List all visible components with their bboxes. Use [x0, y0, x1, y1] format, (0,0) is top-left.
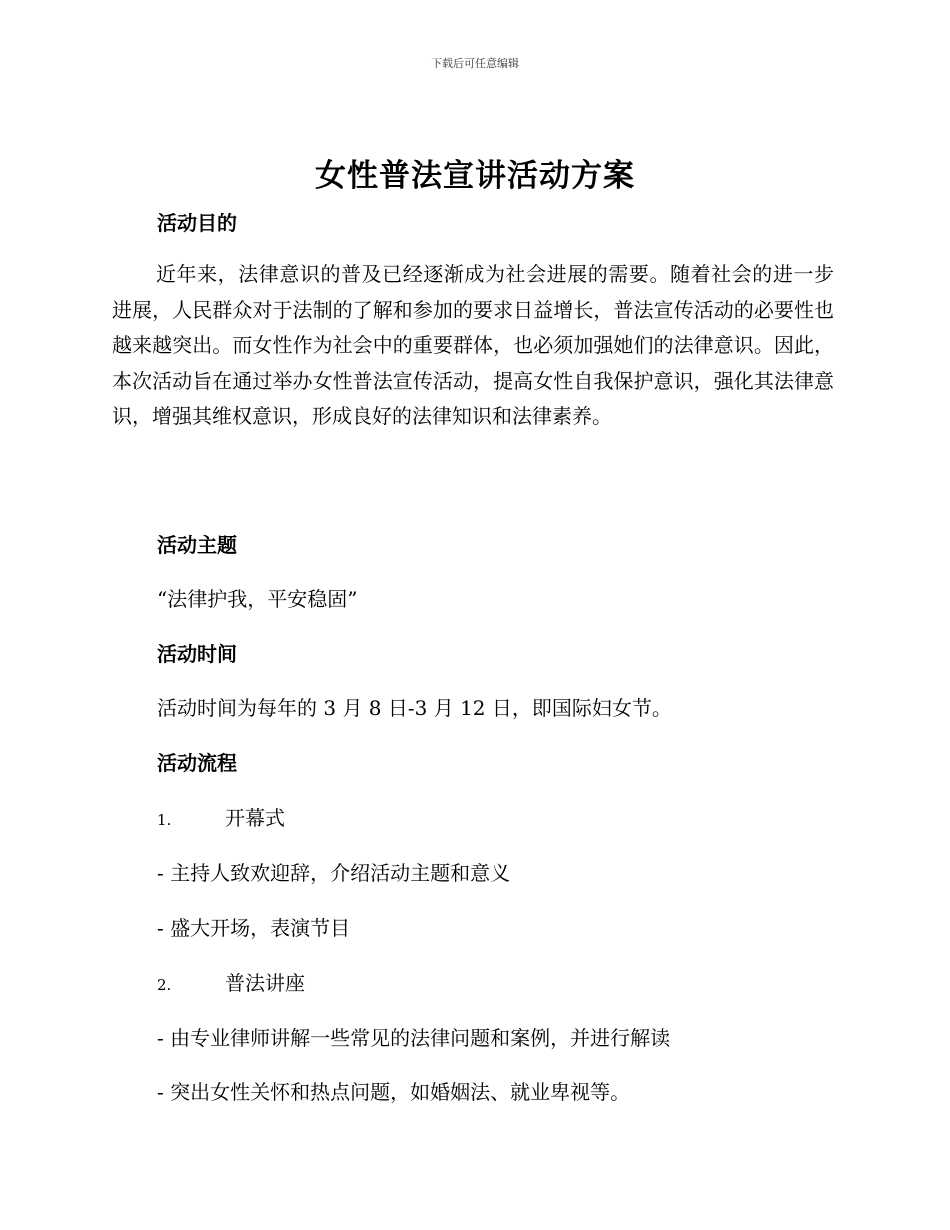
header-note: 下载后可任意编辑: [431, 57, 519, 70]
step-number: 1.: [157, 811, 172, 829]
step-label: 普法讲座: [225, 971, 305, 995]
heading-time: 活动时间: [157, 642, 237, 666]
list-item: - 突出女性关怀和热点问题，如婚姻法、就业卑视等。: [157, 1080, 631, 1104]
step-number: 2.: [157, 976, 172, 994]
purpose-paragraph: 近年来，法律意识的普及已经逐渐成为社会进展的需要。随着社会的进一步进展，人民群众对于法制的了解和参加的要求日益增长，普法宣传活动的必要性也越来越突出。而女性作为社会中的重要群体，也必须加强她们的法律意识。因此，本次活动旨在通过举办女性普法宣传活动，提高女性自我保护意识，强化其法律意识，增强其维权意识，形成良好的法律知识和法律素养。: [112, 262, 834, 428]
heading-purpose: 活动目的: [157, 211, 237, 235]
document-title: 女性普法宣讲活动方案: [315, 158, 635, 194]
time-text: 活动时间为每年的 3 月 8 日-3 月 12 日，即国际妇女节。: [157, 696, 672, 720]
step-label: 开幕式: [225, 806, 285, 830]
list-item: - 盛大开场，表演节目: [157, 916, 351, 940]
process-step-2: [157, 967, 305, 996]
heading-process: 活动流程: [157, 751, 237, 775]
theme-text: “法律护我，平安稳固”: [157, 587, 358, 611]
heading-theme: 活动主题: [157, 533, 237, 557]
process-step-1: [157, 802, 285, 831]
list-item: - 由专业律师讲解一些常见的法律问题和案例，并进行解读: [157, 1026, 671, 1050]
list-item: - 主持人致欢迎辞，介绍活动主题和意义: [157, 861, 511, 885]
